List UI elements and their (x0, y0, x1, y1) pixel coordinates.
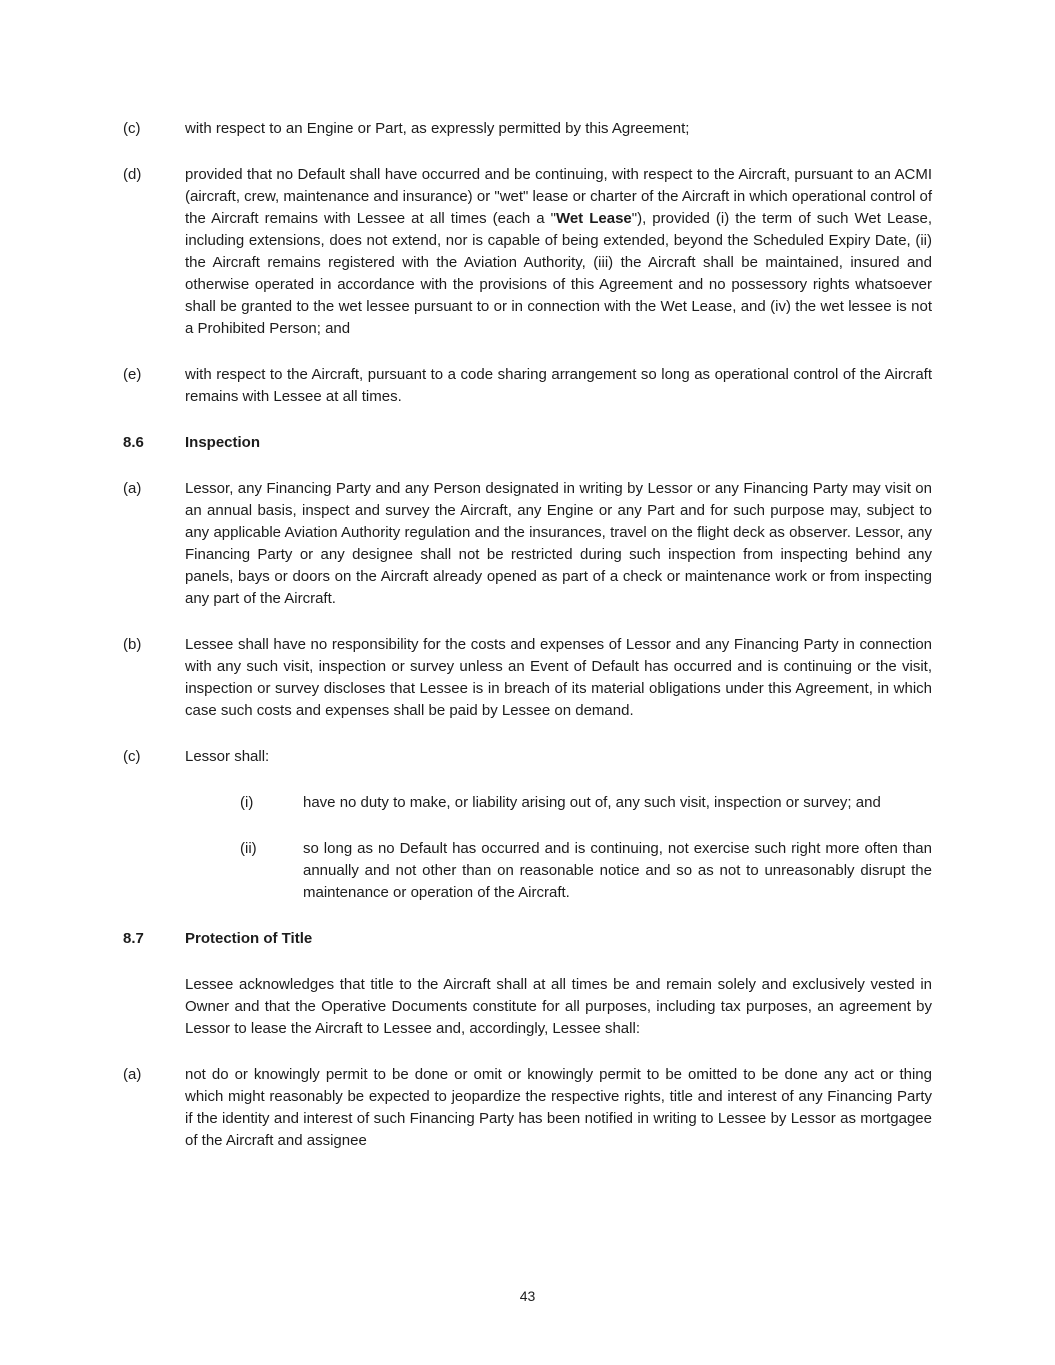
page-number: 43 (519, 1288, 536, 1304)
subclause-label: (ii) (240, 840, 257, 857)
clause-text (185, 164, 932, 340)
section-title: Protection of Title (185, 930, 313, 947)
section-heading-8-7 (123, 928, 932, 950)
clause-text-before: provided that no Default shall have occurred and be continuing, with respect to the Aircraft, pursuant to an ACMI (aircraft, crew, maintenance and insurance) or "wet" lease or charter of the Aircraft in which operational control of the Aircraft remains with Lessee at all times (each a " (185, 166, 932, 227)
clause-text: Lessor shall: (185, 748, 270, 765)
subclause-item-86c-ii (240, 838, 932, 904)
clause-text: Lessee shall have no responsibility for the costs and expenses of Lessor and any Financing Party in connection with any such visit, inspection or survey unless an Event of Default has occurred and is continuing or the visit, inspection or survey discloses that Lessee is in breach of its material obligations under this Agreement, in which case such costs and expenses shall be paid by Lessee on demand. (185, 636, 932, 719)
subclause-text: have no duty to make, or liability arising out of, any such visit, inspection or survey; and (303, 794, 881, 811)
clause-text-bold-term: Wet Lease (555, 210, 632, 227)
clause-item-e (123, 364, 932, 408)
section-number: 8.6 (123, 434, 144, 451)
section-intro-paragraph: Lessee acknowledges that title to the Aircraft shall at all times be and remain solely and exclusively vested in Owner and that the Operative Documents constitute for all purposes, including tax purposes, an agreement by Lessor to lease the Aircraft to Lessee and, accordingly, Lessee shall: (185, 976, 932, 1037)
clause-label: (e) (123, 366, 142, 383)
section-number: 8.7 (123, 930, 144, 947)
subclause-item-86c-i (240, 792, 932, 814)
clause-label: (c) (123, 120, 141, 137)
clause-item-86c (123, 746, 932, 768)
clause-text: with respect to an Engine or Part, as expressly permitted by this Agreement; (185, 120, 690, 137)
clause-label: (d) (123, 166, 142, 183)
clause-text: with respect to the Aircraft, pursuant to a code sharing arrangement so long as operational control of the Aircraft remains with Lessee at all times. (185, 366, 932, 405)
subclause-label: (i) (240, 794, 254, 811)
clause-item-87a (123, 1064, 932, 1152)
subclause-text: so long as no Default has occurred and is continuing, not exercise such right more often than annually and not other than on reasonable notice and so as not to unreasonably disrupt the maintenance or operation of the Aircraft. (303, 840, 932, 901)
clause-item-d (123, 164, 932, 340)
clause-text: Lessor, any Financing Party and any Person designated in writing by Lessor or any Financing Party may visit on an annual basis, inspect and survey the Aircraft, any Engine or any Part and for such purpose may, subject to any applicable Aviation Authority regulation and the insurances, travel on the flight deck as observer. Lessor, any Financing Party or any designee shall not be restricted during such inspection from inspecting behind any panels, bays or doors on the Aircraft already opened as part of a check or maintenance work or from inspecting any part of the Aircraft. (185, 480, 932, 607)
section-title: Inspection (185, 434, 261, 451)
clause-item-c (123, 118, 932, 140)
clause-item-86a (123, 478, 932, 610)
clause-text-after: "), provided (i) the term of such Wet Lease, including extensions, does not extend, nor is capable of being extended, beyond the Scheduled Expiry Date, (ii) the Aircraft remains registered with the Aviation Authority, (iii) the Aircraft shall be maintained, insured and otherwise operated in accordance with the provisions of this Agreement and no possessory rights whatsoever shall be granted to the wet lessee pursuant to or in connection with the Wet Lease, and (iv) the wet lessee is not a Prohibited Person; and (185, 210, 932, 337)
clause-label: (a) (123, 1066, 142, 1083)
clause-label: (b) (123, 636, 142, 653)
clause-text: not do or knowingly permit to be done or omit or knowingly permit to be omitted to be done any act or thing which might reasonably be expected to jeopardize the respective rights, title and interest of any Financing Party if the identity and interest of such Financing Party has been notified in writing to Lessee by Lessor as mortgagee of the Aircraft and assignee (185, 1066, 932, 1149)
clause-item-86b (123, 634, 932, 722)
section-heading-8-6 (123, 432, 932, 454)
clause-label: (c) (123, 748, 141, 765)
clause-label: (a) (123, 480, 142, 497)
